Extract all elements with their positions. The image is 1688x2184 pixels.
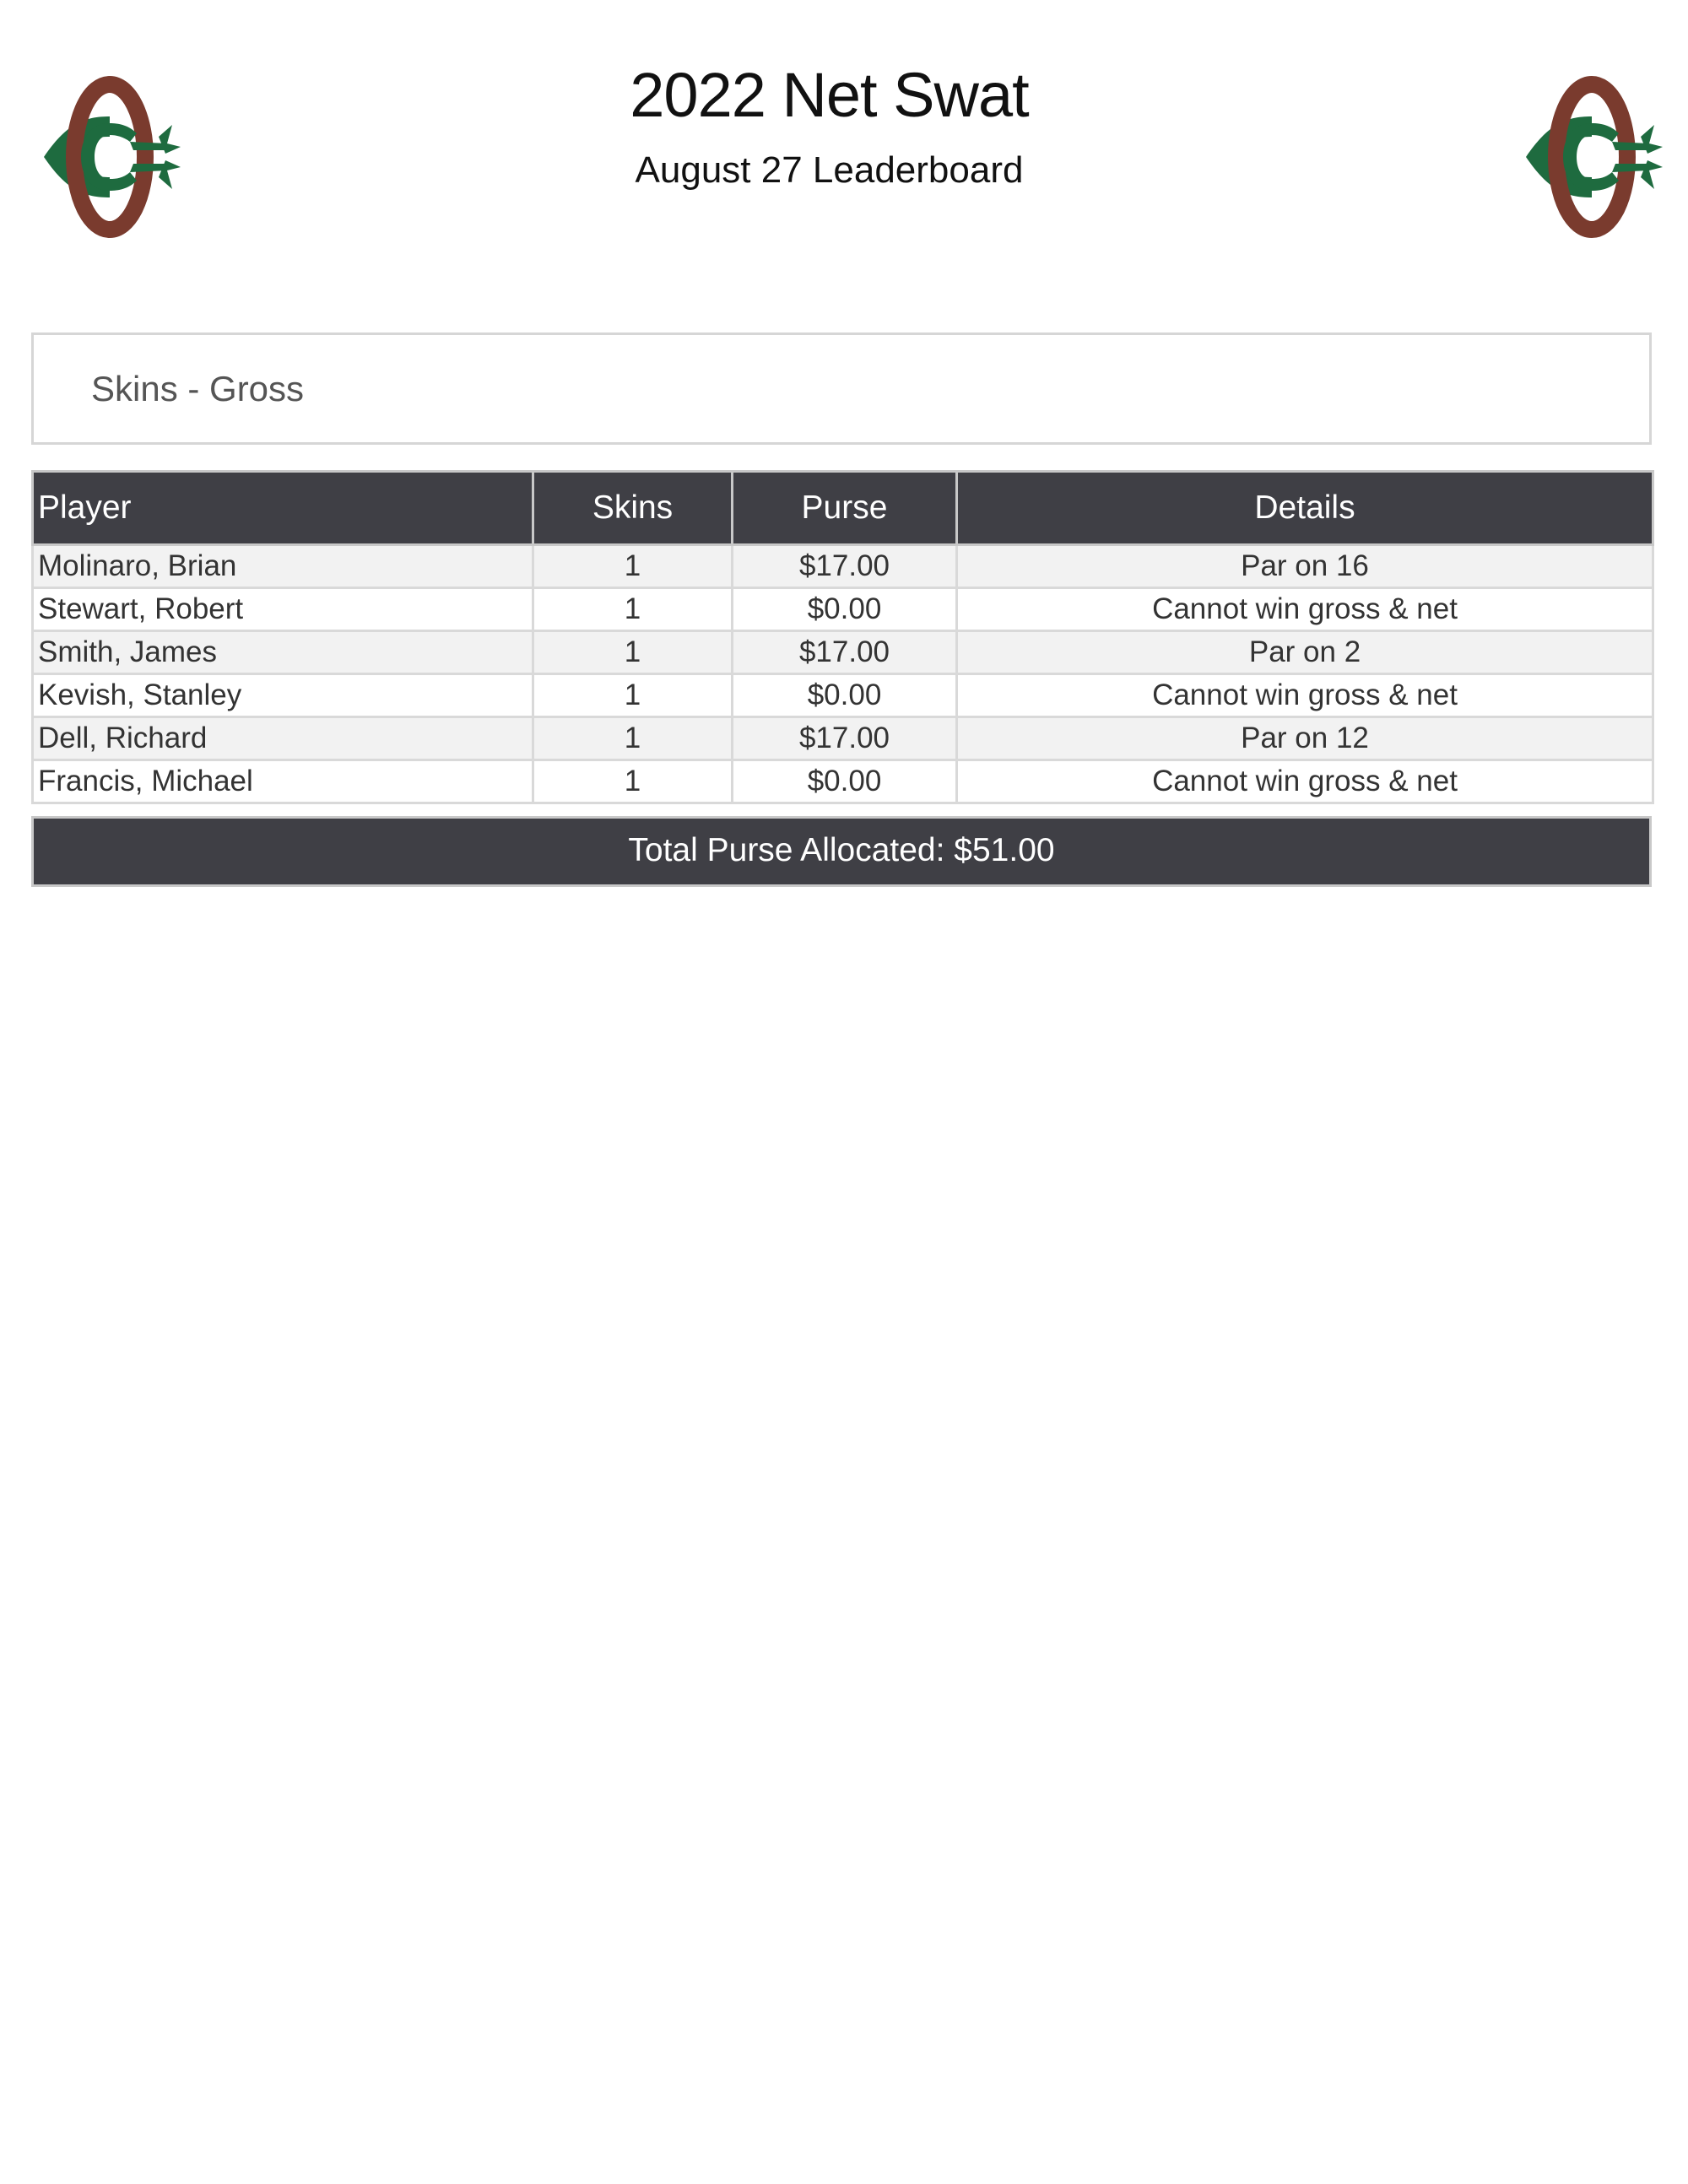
section-title: Skins - Gross	[91, 369, 305, 408]
skins-count: 1	[533, 545, 733, 588]
table-row	[33, 588, 1653, 631]
column-header-details: Details	[957, 472, 1653, 545]
skin-details: Cannot win gross & net	[957, 674, 1653, 717]
skin-details: Par on 16	[957, 545, 1653, 588]
purse-amount: $0.00	[733, 674, 957, 717]
player-name: Molinaro, Brian	[33, 545, 533, 588]
skin-details: Par on 2	[957, 631, 1653, 674]
player-name: Smith, James	[33, 631, 533, 674]
player-name: Francis, Michael	[33, 760, 533, 803]
table-row	[33, 760, 1653, 803]
table-row	[33, 717, 1653, 760]
skins-table	[31, 470, 1654, 804]
table-header-row	[33, 472, 1653, 545]
skins-count: 1	[533, 760, 733, 803]
total-purse-footer: Total Purse Allocated: $51.00	[31, 816, 1652, 887]
purse-amount: $0.00	[733, 760, 957, 803]
section-header	[31, 332, 1652, 445]
table-row	[33, 631, 1653, 674]
column-header-purse: Purse	[733, 472, 957, 545]
player-name: Stewart, Robert	[33, 588, 533, 631]
page-title: 2022 Net Swat	[630, 60, 1029, 130]
player-name: Dell, Richard	[33, 717, 533, 760]
column-header-skins: Skins	[533, 472, 733, 545]
player-name: Kevish, Stanley	[33, 674, 533, 717]
skin-details: Par on 12	[957, 717, 1653, 760]
skin-details: Cannot win gross & net	[957, 588, 1653, 631]
purse-amount: $0.00	[733, 588, 957, 631]
purse-amount: $17.00	[733, 717, 957, 760]
skins-count: 1	[533, 588, 733, 631]
page-subtitle: August 27 Leaderboard	[635, 149, 1024, 191]
skins-count: 1	[533, 631, 733, 674]
purse-amount: $17.00	[733, 631, 957, 674]
column-header-player: Player	[33, 472, 533, 545]
skin-details: Cannot win gross & net	[957, 760, 1653, 803]
table-row	[33, 674, 1653, 717]
skins-count: 1	[533, 674, 733, 717]
skins-count: 1	[533, 717, 733, 760]
table-row	[33, 545, 1653, 588]
purse-amount: $17.00	[733, 545, 957, 588]
